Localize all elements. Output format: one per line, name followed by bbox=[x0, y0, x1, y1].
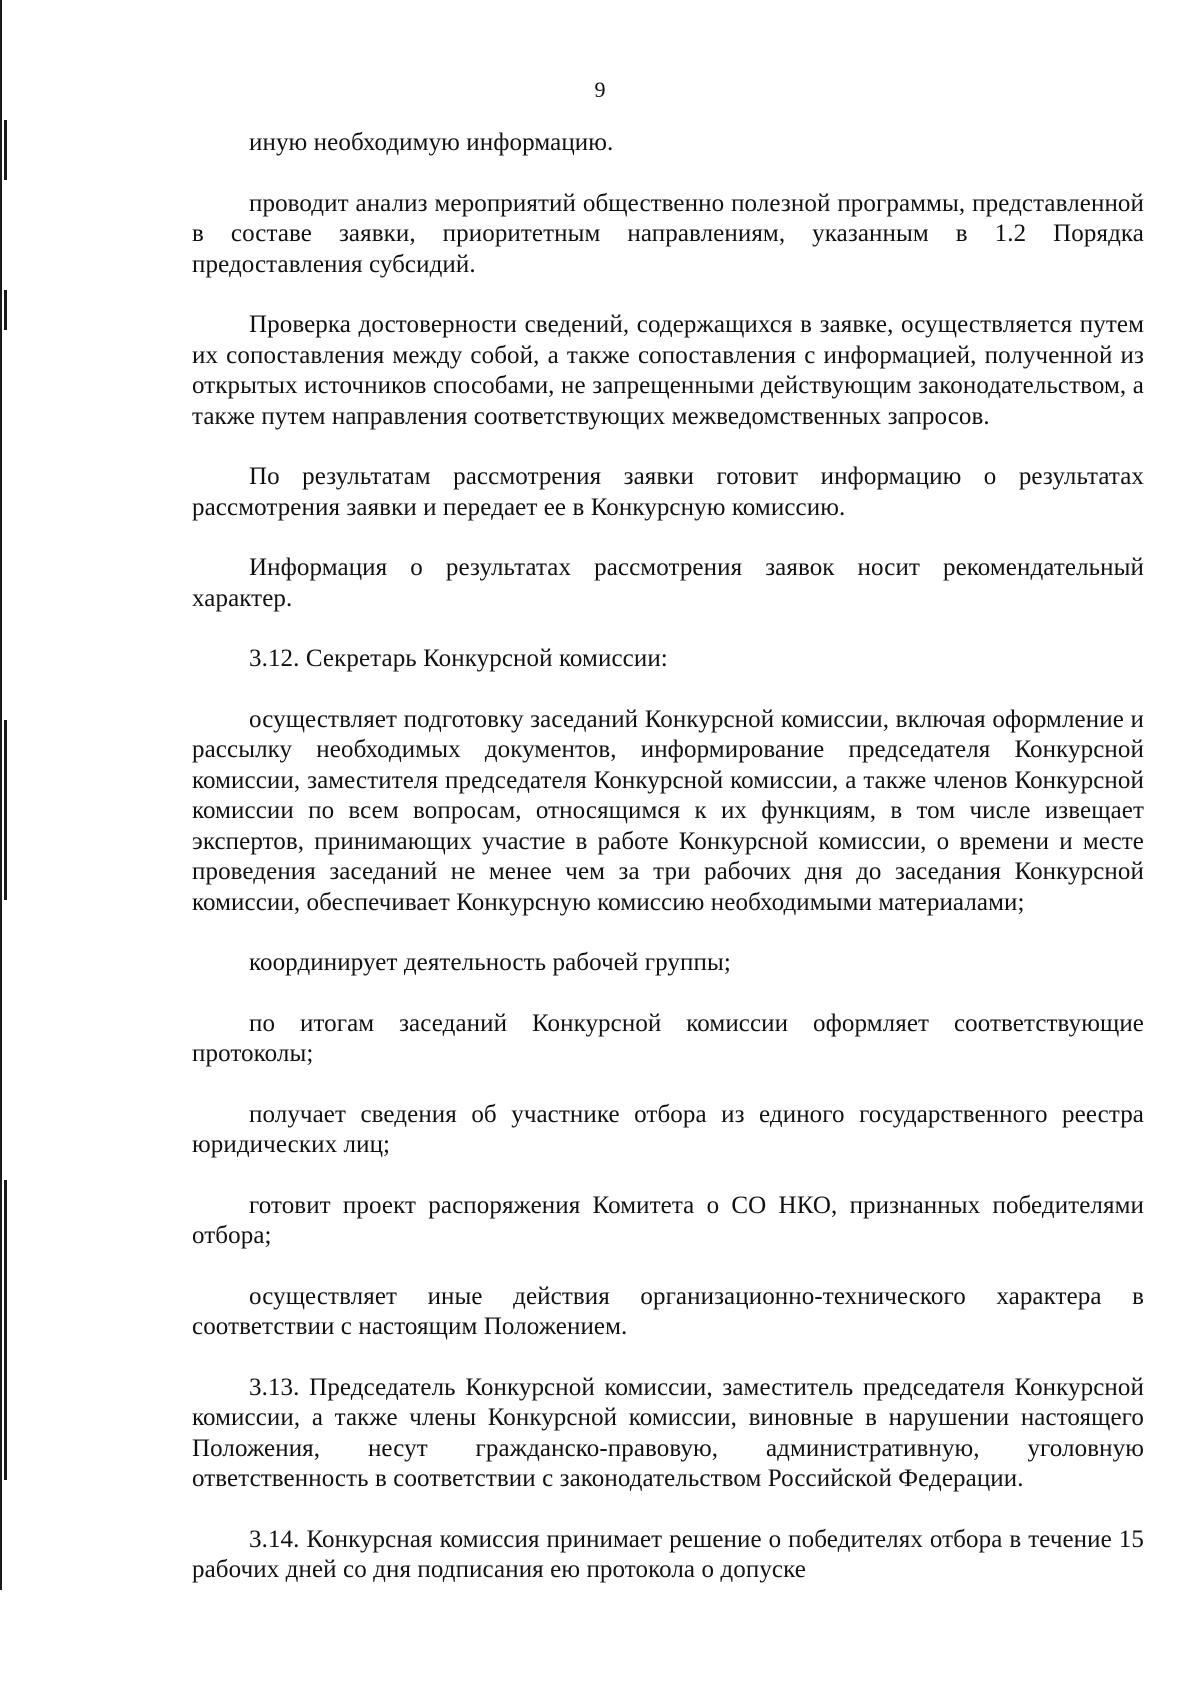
scan-edge-mark bbox=[4, 120, 7, 180]
section-3-12-heading: 3.12. Секретарь Конкурсной комиссии: bbox=[249, 645, 668, 672]
scan-left-edge bbox=[0, 0, 6, 1590]
document-body bbox=[192, 128, 1144, 1616]
paragraph-advisory-nature: Информация о результатах рассмотрения заявок носит рекомендательный характер. bbox=[192, 554, 1144, 612]
paragraph-working-group: координирует деятельность рабочей группы; bbox=[249, 949, 731, 976]
section-3-13-liability: 3.13. Председатель Конкурсной комиссии, заместитель председателя Конкурсной комиссии, а также члены Конкурсной комиссии, виновные в нарушении настоящего Положения, несут гражданско-правовую, административную, уголовную ответственность в соответствии с законодательством Российской Федерации. bbox=[192, 1373, 1144, 1492]
scan-edge-mark bbox=[4, 1180, 7, 1480]
paragraph-other-information: иную необходимую информацию. bbox=[249, 129, 614, 156]
page-number: 9 bbox=[594, 77, 606, 102]
scan-edge-mark bbox=[4, 720, 7, 900]
paragraph-protocols: по итогам заседаний Конкурсной комиссии оформляет соответствующие протоколы; bbox=[192, 1009, 1144, 1067]
section-3-14-decision: 3.14. Конкурсная комиссия принимает решение о победителях отбора в течение 15 рабочих дней со дня подписания ею протокола о допуске bbox=[192, 1525, 1144, 1583]
paragraph-program-analysis: проводит анализ мероприятий общественно полезной программы, представленной в составе заявки, приоритетным направлениям, указанным в 1.2 Порядка предоставления субсидий. bbox=[192, 189, 1144, 278]
paragraph-verification: Проверка достоверности сведений, содержащихся в заявке, осуществляется путем их сопоставления между собой, а также сопоставления с информацией, полученной из открытых источников способами, не запрещенными действующим законодательством, а также путем направления соответствующих межведомственных запросов. bbox=[192, 311, 1144, 430]
paragraph-draft-order: готовит проект распоряжения Комитета о СО НКО, признанных победителями отбора; bbox=[192, 1191, 1144, 1249]
paragraph-registry-info: получает сведения об участнике отбора из единого государственного реестра юридических лиц; bbox=[192, 1100, 1144, 1158]
paragraph-other-actions: осуществляет иные действия организационно-технического характера в соответствии с настоящим Положением. bbox=[192, 1282, 1144, 1340]
scan-edge-mark bbox=[4, 290, 7, 330]
paragraph-meeting-preparation: осуществляет подготовку заседаний Конкурсной комиссии, включая оформление и рассылку необходимых документов, информирование председателя Конкурсной комиссии, заместителя председателя Конкурсной комиссии, а также членов Конкурсной комиссии по всем вопросам, относящимся к их функциям, в том числе извещает экспертов, принимающих участие в работе Конкурсной комиссии, о времени и месте проведения заседаний не менее чем за три рабочих дня до заседания Конкурсной комиссии, обеспечивает Конкурсную комиссию необходимыми материалами; bbox=[192, 705, 1144, 916]
paragraph-review-results: По результатам рассмотрения заявки готовит информацию о результатах рассмотрения заявки и передает ее в Конкурсную комиссию. bbox=[192, 463, 1144, 521]
